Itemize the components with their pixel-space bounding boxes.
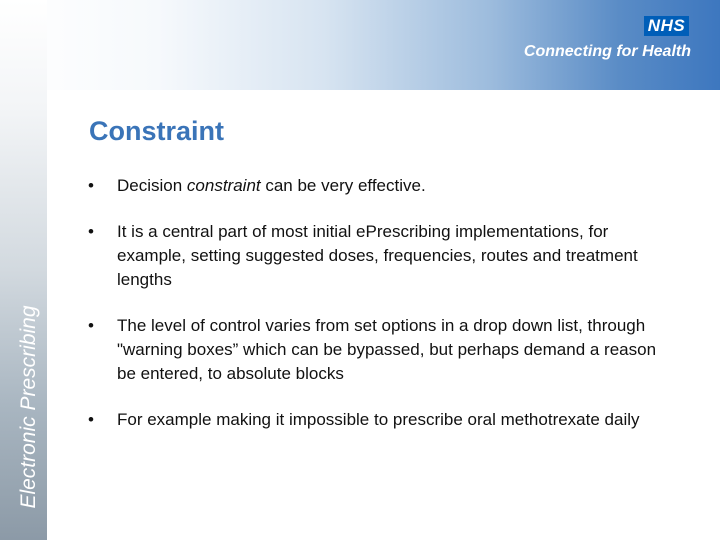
bullet-item-3: [88, 314, 668, 386]
bullet-text-1-before: Decision: [117, 176, 187, 195]
sidebar-vertical-label: Electronic Prescribing: [17, 305, 40, 509]
bullet-marker: •: [88, 222, 94, 241]
bullet-text-1-emphasis: constraint: [186, 176, 261, 195]
nhs-logo-text: NHS: [647, 16, 686, 35]
bullet-marker: •: [88, 410, 94, 429]
bullet-text-4: For example making it impossible to prescribe oral methotrexate daily: [117, 410, 640, 429]
bullet-marker: •: [88, 176, 94, 195]
slide-title: Constraint: [89, 116, 224, 146]
bullet-text-2: It is a central part of most initial ePrescribing implementations, for example, setting suggested doses, frequencies, routes and treatment lengths: [117, 222, 638, 289]
bullet-list: [88, 174, 668, 432]
bullet-item-4: [88, 408, 668, 432]
bullet-marker: •: [88, 316, 94, 335]
bullet-text-3: The level of control varies from set options in a drop down list, through "warning boxes” which can be bypassed, but perhaps demand a reason be entered, to absolute blocks: [117, 316, 657, 383]
nhs-logo: [644, 16, 689, 36]
bullet-item-1: [88, 174, 668, 198]
bullet-text-1-after: can be very effective.: [260, 176, 426, 195]
bullet-text-1: [117, 174, 668, 198]
header-tagline: Connecting for Health: [523, 43, 691, 60]
bullet-item-2: [88, 220, 668, 292]
